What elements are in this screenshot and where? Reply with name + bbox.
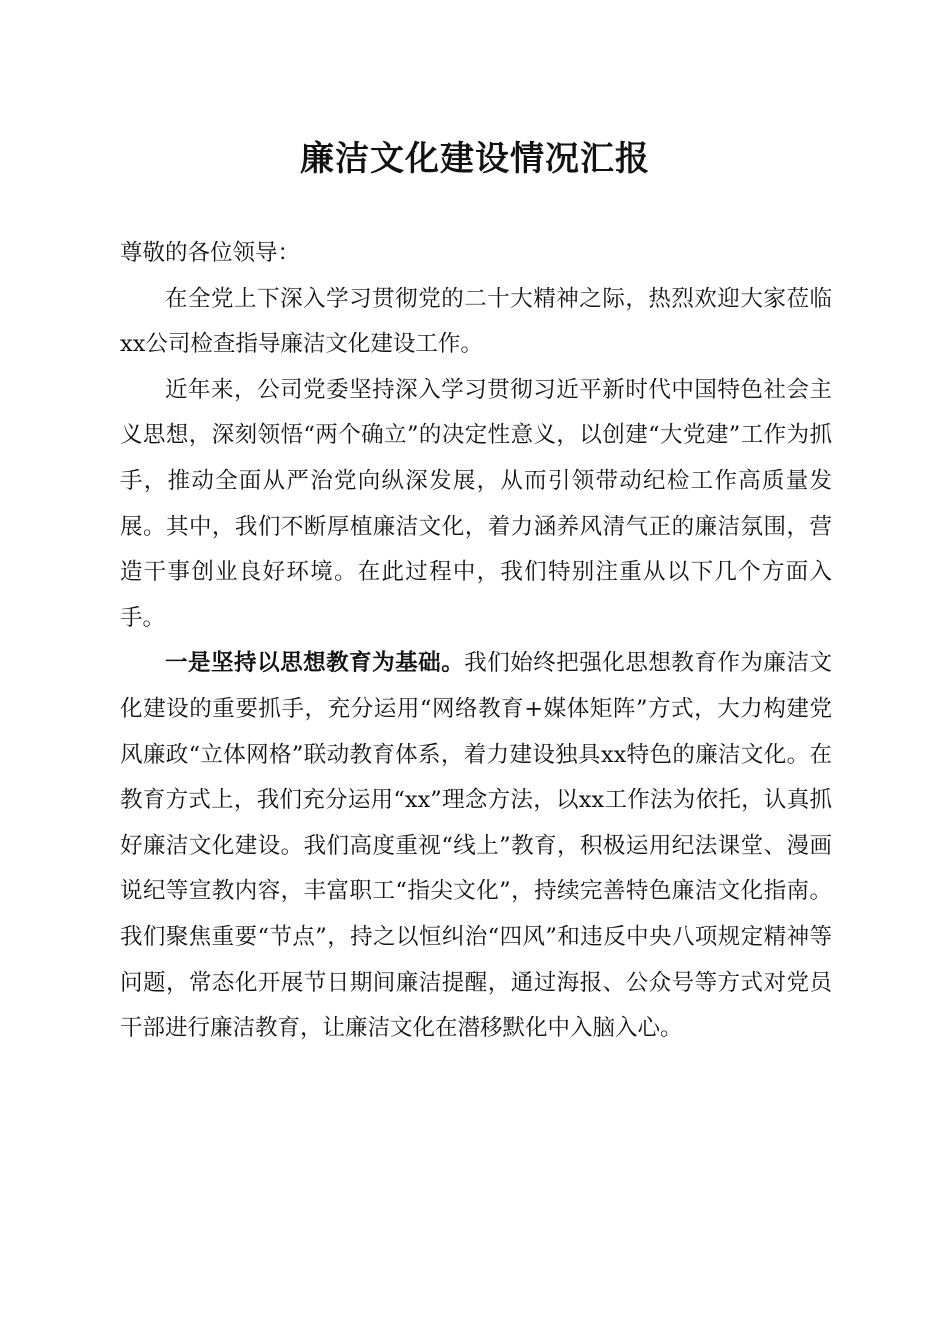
paragraph-body-text: 我们始终把强化思想教育作为廉洁文化建设的重要抓手，充分运用“网络教育+媒体矩阵”方式，大力构建党风廉政“立体网格”联动教育体系，着力建设独具xx特色的廉洁文化。在教育方式上，我们充分运用“xx”理念方法，以xx工作法为依托，认真抓好廉洁文化建设。我们高度重视“线上”教育，积极运用纪法课堂、漫画说纪等宣教内容，丰富职工“指尖文化”，持续完善特色廉洁文化指南。我们聚焦重要“节点”，持之以恒纠治“四风”和违反中央八项规定精神等问题，常态化开展节日期间廉洁提醒，通过海报、公众号等方式对党员干部进行廉洁教育，让廉洁文化在潜移默化中入脑入心。: [120, 650, 832, 1042]
salutation: 尊敬的各位领导：: [120, 240, 301, 266]
paragraph-ideological-education: [120, 641, 832, 1051]
document-body: [120, 231, 832, 1052]
paragraph-lead-heading: 一是坚持以思想教育为基础。: [165, 650, 465, 677]
paragraph-welcome: 在全党上下深入学习贯彻党的二十大精神之际，热烈欢迎大家莅临xx公司检查指导廉洁文化建设工作。: [120, 285, 832, 358]
document-title: 廉洁文化建设情况汇报: [300, 139, 650, 179]
paragraph-overview: 近年来，公司党委坚持深入学习贯彻习近平新时代中国特色社会主义思想，深刻领悟“两个确立”的决定性意义，以创建“大党建”工作为抓手，推动全面从严治党向纵深发展，从而引领带动纪检工作高质量发展。其中，我们不断厚植廉洁文化，着力涵养风清气正的廉洁氛围，营造干事创业良好环境。在此过程中，我们特别注重从以下几个方面入手。: [120, 376, 832, 631]
